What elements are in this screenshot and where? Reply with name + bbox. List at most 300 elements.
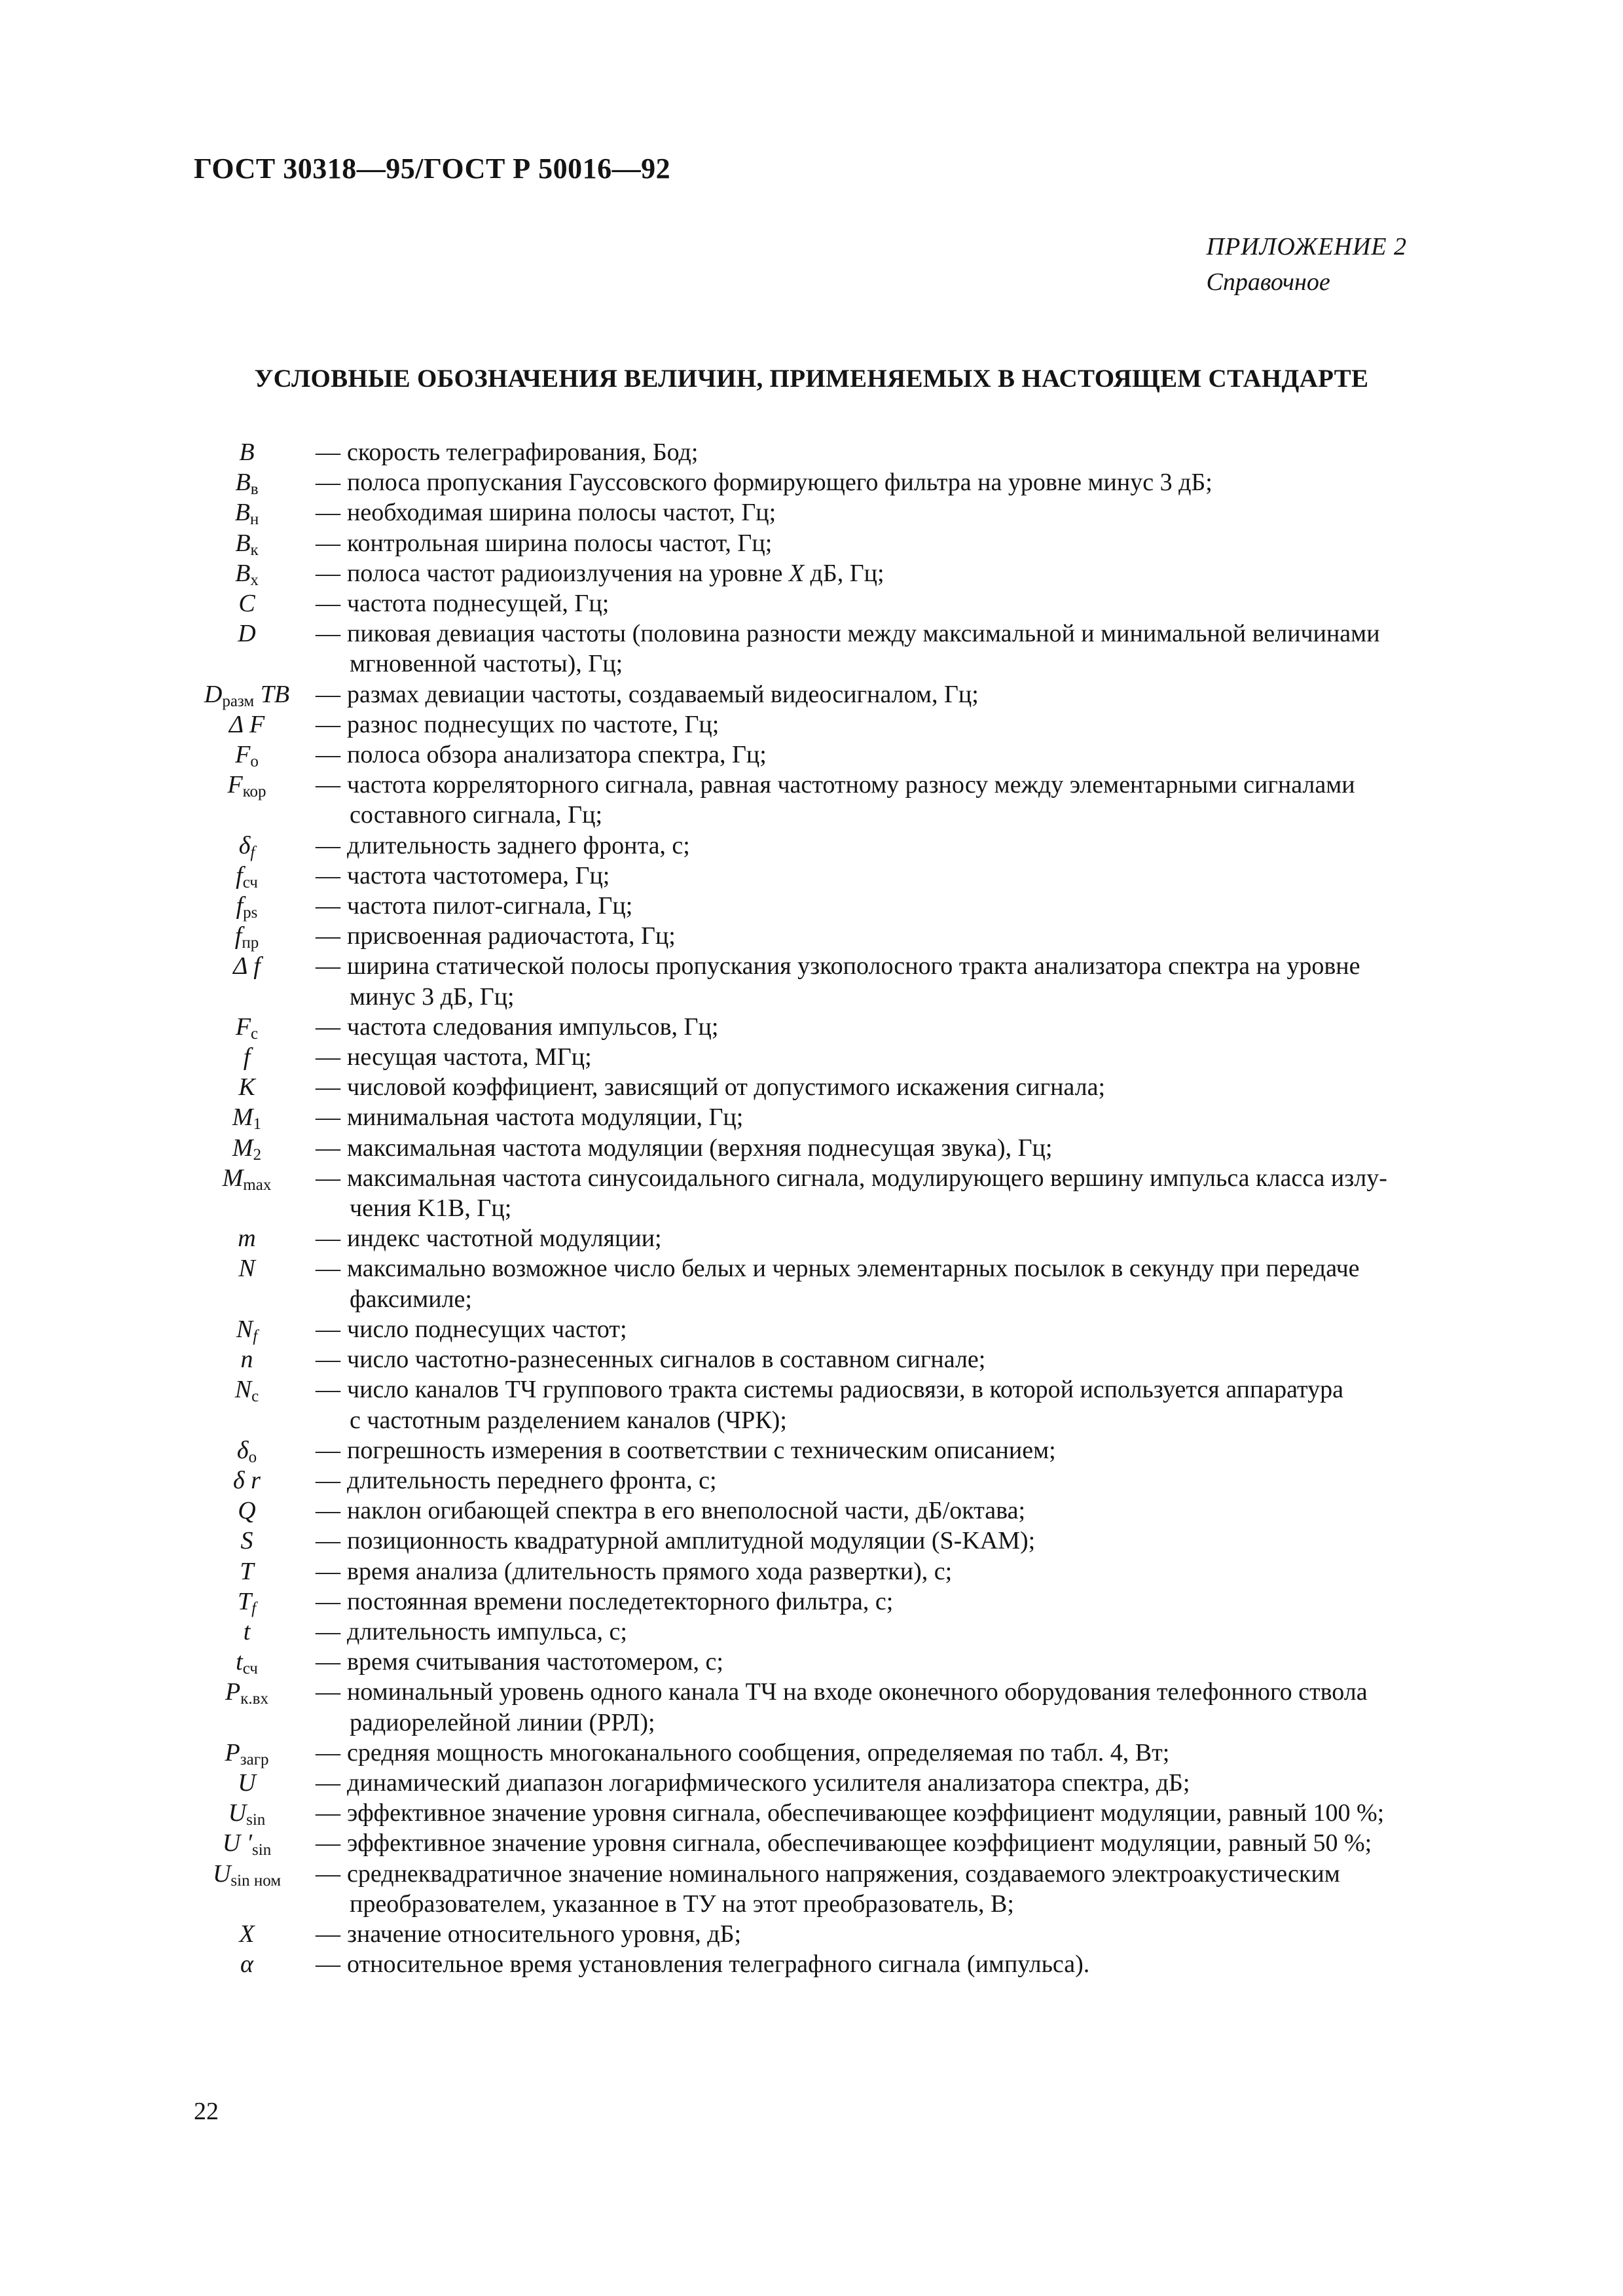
description-continuation: радиорелейной линии (РРЛ);	[350, 1708, 655, 1736]
symbol-base: P	[225, 1738, 240, 1767]
symbol	[190, 770, 304, 800]
symbol-base: D	[238, 620, 256, 648]
symbol	[190, 1163, 304, 1193]
description-text: числовой коэффициент, зависящий от допустимого искажения сигнала;	[347, 1073, 1105, 1102]
symbol-description	[304, 1828, 1532, 1858]
symbol-base: T	[237, 1587, 252, 1615]
symbol-description	[304, 1133, 1532, 1163]
dash-separator: —	[316, 439, 340, 466]
symbol-subscript: н	[249, 511, 259, 529]
description-text: частота частотомера, Гц;	[347, 861, 610, 889]
symbol-row	[190, 831, 1532, 861]
description-text: длительность заднего фронта, с;	[347, 831, 690, 859]
symbol-row	[190, 1919, 1532, 1949]
dash-separator: —	[316, 1527, 340, 1555]
description-text: дБ, Гц;	[810, 559, 884, 587]
symbol	[190, 467, 304, 497]
symbol	[190, 1919, 304, 1949]
symbol-base: U ′	[222, 1829, 253, 1857]
appendix-label	[1207, 229, 1407, 300]
symbol-description	[304, 558, 1532, 588]
symbol-base: F	[235, 1013, 251, 1041]
symbol	[190, 891, 304, 921]
symbol-description	[304, 1647, 1532, 1677]
description-text: частота следования импульсов, Гц;	[347, 1013, 719, 1041]
description-text: среднеквадратичное значение номинального напряжения, создаваемого электроакустическим	[347, 1859, 1340, 1888]
symbol-row	[190, 1344, 1532, 1374]
description-text: длительность переднего фронта, с;	[347, 1466, 717, 1494]
dash-separator: —	[316, 1678, 340, 1706]
symbol-description	[304, 1223, 1532, 1253]
symbol-row	[190, 1072, 1532, 1102]
symbol-base: N	[234, 1376, 252, 1404]
dash-separator: —	[316, 529, 340, 557]
symbol-base: B	[235, 469, 251, 497]
symbol-description	[304, 709, 1532, 740]
symbol-description	[304, 1465, 1532, 1496]
description-text: число частотно-разнесенных сигналов в составном сигнале;	[347, 1346, 986, 1374]
symbol-base: M	[222, 1164, 244, 1192]
symbol-row	[190, 1253, 1532, 1314]
symbol-subscript: sin	[246, 1811, 266, 1829]
symbol-subscript: max	[243, 1175, 272, 1194]
symbol-row	[190, 558, 1532, 588]
symbol-subscript: в	[250, 480, 259, 499]
symbol	[190, 740, 304, 770]
symbol-subscript: пр	[242, 934, 259, 952]
symbol-base: δ	[236, 1436, 249, 1464]
symbol-subscript: к	[250, 541, 259, 559]
symbol-base: M	[232, 1134, 253, 1162]
dash-separator: —	[316, 1738, 340, 1767]
symbol-description	[304, 1768, 1532, 1798]
symbol-base: N	[238, 1255, 255, 1283]
description-text: число поднесущих частот;	[347, 1315, 627, 1343]
symbol-description	[304, 497, 1532, 528]
description-text: номинальный уровень одного канала ТЧ на входе оконечного оборудования телефонного ствола	[347, 1678, 1368, 1706]
symbol-description	[304, 1163, 1532, 1223]
description-text: число каналов ТЧ группового тракта системы радиосвязи, в которой используется аппаратура	[347, 1376, 1344, 1404]
symbol-subscript: ps	[243, 904, 258, 922]
dash-separator: —	[316, 1920, 340, 1948]
dash-separator: —	[316, 1829, 340, 1857]
symbol-subscript: с	[251, 1024, 259, 1043]
description-continuation: мгновенной частоты), Гц;	[350, 650, 623, 678]
dash-separator: —	[316, 469, 340, 497]
symbol-subscript: f	[250, 843, 255, 861]
description-text: погрешность измерения в соответствии с техническим описанием;	[347, 1436, 1056, 1464]
symbol-description	[304, 1738, 1532, 1768]
symbol-base: U	[228, 1799, 247, 1827]
dash-separator: —	[316, 1073, 340, 1102]
symbol	[190, 1223, 304, 1253]
symbol-row	[190, 709, 1532, 740]
dash-separator: —	[316, 620, 340, 648]
symbol	[190, 1647, 304, 1677]
description-continuation: составного сигнала, Гц;	[350, 801, 603, 829]
symbol-base: T	[240, 1557, 254, 1585]
symbol-base: t	[243, 1617, 251, 1645]
symbol-row	[190, 588, 1532, 619]
symbol-subscript: о	[250, 753, 259, 771]
symbol-description	[304, 588, 1532, 619]
description-continuation: минус 3 дБ, Гц;	[350, 982, 515, 1011]
symbol-row	[190, 467, 1532, 497]
symbol-row	[190, 1102, 1532, 1132]
symbol	[190, 1526, 304, 1556]
description-variable: X	[788, 559, 805, 587]
description-text: ширина статической полосы пропускания узкополосного тракта анализатора спектра на уровне	[347, 952, 1360, 980]
description-text: наклон огибающей спектра в его внеполосной части, дБ/октава;	[347, 1497, 1026, 1525]
dash-separator: —	[316, 1648, 340, 1676]
dash-separator: —	[316, 892, 340, 920]
dash-separator: —	[316, 1013, 340, 1041]
symbol-base: K	[238, 1073, 255, 1102]
symbol	[190, 1253, 304, 1283]
symbol-subscript: 2	[253, 1145, 262, 1164]
symbol-description	[304, 1587, 1532, 1617]
description-text: частота пилот-сигнала, Гц;	[347, 892, 633, 920]
symbol-row	[190, 1163, 1532, 1223]
symbol	[190, 1072, 304, 1102]
dash-separator: —	[316, 1466, 340, 1494]
description-text: индекс частотной модуляции;	[347, 1225, 662, 1253]
dash-separator: —	[316, 741, 340, 769]
symbol-subscript: разм	[222, 692, 255, 710]
description-text: пиковая девиация частоты (половина разности между максимальной и минимальной величинами	[347, 620, 1380, 648]
symbol-description	[304, 467, 1532, 497]
dash-separator: —	[316, 1346, 340, 1374]
symbol-description	[304, 1102, 1532, 1132]
symbol-base: δ	[238, 831, 251, 859]
symbol-description	[304, 951, 1532, 1011]
symbol	[190, 1012, 304, 1042]
description-text: необходимая ширина полосы частот, Гц;	[347, 499, 776, 527]
description-text: частота поднесущей, Гц;	[347, 590, 610, 618]
symbol-subscript: f	[253, 1327, 258, 1345]
symbol	[190, 1133, 304, 1163]
symbol-base: n	[240, 1346, 253, 1374]
symbol-base: Δ F	[228, 710, 265, 738]
symbols-list	[190, 437, 1532, 1979]
symbol-subscript: сч	[242, 873, 258, 891]
symbol-row	[190, 1587, 1532, 1617]
symbol	[190, 1042, 304, 1072]
symbol-base: B	[234, 499, 250, 527]
symbol	[190, 1798, 304, 1828]
symbol-base: Q	[238, 1497, 256, 1525]
symbol-subscript: 1	[253, 1115, 262, 1134]
symbol-row	[190, 1949, 1532, 1979]
symbol-suffix: TB	[254, 680, 290, 708]
symbol-subscript: сч	[242, 1660, 258, 1678]
description-text: время считывания частотомером, с;	[347, 1648, 723, 1676]
symbol	[190, 619, 304, 649]
description-text: средняя мощность многоканального сообщения, определяемая по табл. 4, Вт;	[347, 1738, 1170, 1767]
symbol-description	[304, 528, 1532, 558]
symbol-description	[304, 619, 1532, 679]
dash-separator: —	[316, 710, 340, 738]
symbol-description	[304, 1042, 1532, 1072]
description-text: время анализа (длительность прямого хода развертки), с;	[347, 1557, 953, 1585]
description-continuation: преобразователем, указанное в ТУ на этот преобразователь, В;	[350, 1890, 1014, 1918]
symbol-base: m	[238, 1225, 256, 1253]
dash-separator: —	[316, 1436, 340, 1464]
symbol-base: B	[239, 439, 255, 466]
symbol-base: P	[225, 1678, 241, 1706]
symbol	[190, 497, 304, 528]
symbol-row	[190, 1465, 1532, 1496]
symbol	[190, 921, 304, 951]
symbol-row	[190, 1859, 1532, 1919]
symbol-description	[304, 740, 1532, 770]
symbol-row	[190, 1496, 1532, 1526]
symbol	[190, 831, 304, 861]
description-continuation: факсимиле;	[350, 1285, 472, 1313]
symbol-description	[304, 1677, 1532, 1737]
symbol	[190, 1828, 304, 1858]
symbol-subscript: к.вх	[240, 1690, 268, 1708]
dash-separator: —	[316, 559, 340, 587]
dash-separator: —	[316, 1225, 340, 1253]
symbol-description	[304, 770, 1532, 830]
symbol-base: C	[238, 590, 255, 618]
symbol-description	[304, 1496, 1532, 1526]
symbol-row	[190, 1677, 1532, 1737]
symbol-row	[190, 1435, 1532, 1465]
symbol	[190, 528, 304, 558]
dash-separator: —	[316, 1134, 340, 1162]
symbol	[190, 588, 304, 619]
description-text: скорость телеграфирования, Бод;	[347, 439, 699, 466]
symbol-base: U	[238, 1768, 256, 1797]
symbol	[190, 861, 304, 891]
symbol-description	[304, 1374, 1532, 1435]
dash-separator: —	[316, 1164, 340, 1192]
dash-separator: —	[316, 952, 340, 980]
appendix-subtitle: Справочное	[1206, 268, 1330, 296]
symbol-description	[304, 1949, 1532, 1979]
section-title: УСЛОВНЫЕ ОБОЗНАЧЕНИЯ ВЕЛИЧИН, ПРИМЕНЯЕМЫХ В НАСТОЯЩЕМ СТАНДАРТЕ	[254, 365, 1369, 393]
dash-separator: —	[316, 1043, 340, 1071]
description-text: динамический диапазон логарифмического усилителя анализатора спектра, дБ;	[347, 1768, 1190, 1797]
symbol-row	[190, 1314, 1532, 1344]
symbol-base: S	[240, 1527, 253, 1555]
appendix-title: ПРИЛОЖЕНИЕ 2	[1206, 233, 1407, 260]
description-text: относительное время установления телеграфного сигнала (импульса).	[347, 1950, 1090, 1979]
description-continuation: с частотным разделением каналов (ЧРК);	[350, 1406, 787, 1434]
symbol-row	[190, 1223, 1532, 1253]
symbol-base: f	[243, 1043, 251, 1071]
symbol-row	[190, 679, 1532, 709]
symbol-base: α	[240, 1950, 253, 1979]
symbol	[190, 1617, 304, 1647]
symbol-row	[190, 1617, 1532, 1647]
symbol-row	[190, 1647, 1532, 1677]
symbol-row	[190, 619, 1532, 679]
symbol-subscript: х	[250, 571, 259, 589]
symbol-row	[190, 740, 1532, 770]
symbol-row	[190, 437, 1532, 467]
symbol-description	[304, 437, 1532, 467]
description-text: контрольная ширина полосы частот, Гц;	[347, 529, 773, 557]
symbol-description	[304, 1919, 1532, 1949]
symbol	[190, 1949, 304, 1979]
symbol-base: N	[236, 1315, 253, 1343]
symbol-description	[304, 1859, 1532, 1919]
symbol-row	[190, 1768, 1532, 1798]
symbol-row	[190, 1556, 1532, 1587]
description-text: эффективное значение уровня сигнала, обеспечивающее коэффициент модуляции, равный 100 %;	[347, 1799, 1385, 1827]
dash-separator: —	[316, 499, 340, 527]
symbol-base: X	[239, 1920, 255, 1948]
symbol-row	[190, 1133, 1532, 1163]
symbol-subscript: о	[248, 1448, 257, 1466]
symbol-row	[190, 528, 1532, 558]
description-text: полоса частот радиоизлучения на уровне	[347, 559, 783, 587]
symbol-row	[190, 861, 1532, 891]
symbol	[190, 437, 304, 467]
symbol	[190, 1496, 304, 1526]
dash-separator: —	[316, 1799, 340, 1827]
symbol	[190, 951, 304, 981]
symbol-base: t	[236, 1648, 243, 1676]
symbol-description	[304, 1253, 1532, 1314]
symbol-subscript: sin	[252, 1841, 272, 1859]
symbol-row	[190, 1798, 1532, 1828]
symbol	[190, 1859, 304, 1889]
symbol-base: B	[235, 529, 251, 557]
symbol-description	[304, 921, 1532, 951]
symbol-row	[190, 1738, 1532, 1768]
symbol-description	[304, 1012, 1532, 1042]
dash-separator: —	[316, 1376, 340, 1404]
symbol-base: U	[212, 1859, 231, 1888]
symbol	[190, 709, 304, 740]
dash-separator: —	[316, 861, 340, 889]
symbol-row	[190, 497, 1532, 528]
dash-separator: —	[316, 1255, 340, 1283]
description-text: размах девиации частоты, создаваемый видеосигналом, Гц;	[347, 680, 979, 708]
symbol	[190, 1374, 304, 1405]
description-text: разнос поднесущих по частоте, Гц;	[347, 710, 720, 738]
dash-separator: —	[316, 1950, 340, 1979]
symbol-description	[304, 1526, 1532, 1556]
dash-separator: —	[316, 831, 340, 859]
document-code: ГОСТ 30318—95/ГОСТ Р 50016—92	[194, 152, 671, 185]
dash-separator: —	[316, 1617, 340, 1645]
description-text: частота корреляторного сигнала, равная частотному разносу между элементарными сигналами	[347, 771, 1355, 799]
symbol-subscript: кор	[242, 783, 266, 801]
dash-separator: —	[316, 771, 340, 799]
dash-separator: —	[316, 680, 340, 708]
symbol-base: Δ f	[233, 952, 261, 980]
symbol-base: δ r	[233, 1466, 261, 1494]
symbol	[190, 1314, 304, 1344]
symbol-subscript: с	[251, 1388, 259, 1406]
symbol-row	[190, 1012, 1532, 1042]
symbol-description	[304, 1556, 1532, 1587]
symbol-description	[304, 1435, 1532, 1465]
dash-separator: —	[316, 1103, 340, 1132]
symbol-description	[304, 1314, 1532, 1344]
symbol-description	[304, 679, 1532, 709]
dash-separator: —	[316, 1557, 340, 1585]
dash-separator: —	[316, 1315, 340, 1343]
dash-separator: —	[316, 1497, 340, 1525]
symbol-row	[190, 1526, 1532, 1556]
symbol	[190, 1465, 304, 1496]
symbol	[190, 1344, 304, 1374]
dash-separator: —	[316, 590, 340, 618]
symbol-base: B	[235, 559, 251, 587]
description-text: позиционность квадратурной амплитудной модуляции (S-KAM);	[347, 1527, 1036, 1555]
page-number: 22	[194, 2098, 219, 2125]
description-text: значение относительного уровня, дБ;	[347, 1920, 742, 1948]
symbol-base: F	[235, 741, 251, 769]
symbol-row	[190, 921, 1532, 951]
dash-separator: —	[316, 922, 340, 950]
symbol-base: f	[236, 861, 243, 889]
symbol-description	[304, 1798, 1532, 1828]
symbol	[190, 558, 304, 588]
symbol-base: f	[236, 892, 244, 920]
symbol-description	[304, 1617, 1532, 1647]
symbol-description	[304, 831, 1532, 861]
description-continuation: чения K1B, Гц;	[350, 1194, 512, 1223]
description-text: максимальная частота синусоидального сигнала, модулирующего вершину импульса класса излу-	[347, 1164, 1387, 1192]
symbol	[190, 1677, 304, 1707]
symbol-row	[190, 891, 1532, 921]
description-text: постоянная времени последетекторного фильтра, с;	[347, 1587, 894, 1615]
symbol-subscript: f	[251, 1599, 257, 1617]
symbol-description	[304, 861, 1532, 891]
symbol-description	[304, 891, 1532, 921]
symbol	[190, 1102, 304, 1132]
dash-separator: —	[316, 1859, 340, 1888]
description-text: максимально возможное число белых и черных элементарных посылок в секунду при передаче	[347, 1255, 1360, 1283]
dash-separator: —	[316, 1587, 340, 1615]
symbol-description	[304, 1072, 1532, 1102]
description-text: полоса пропускания Гауссовского формирующего фильтра на уровне минус 3 дБ;	[347, 469, 1213, 497]
symbol	[190, 679, 304, 709]
symbol-base: f	[234, 922, 242, 950]
symbol-base: D	[204, 680, 223, 708]
description-text: длительность импульса, с;	[347, 1617, 627, 1645]
symbol-row	[190, 1042, 1532, 1072]
symbol	[190, 1738, 304, 1768]
symbol-row	[190, 951, 1532, 1011]
symbol-row	[190, 1374, 1532, 1435]
description-text: полоса обзора анализатора спектра, Гц;	[347, 741, 767, 769]
symbol-subscript: sin ном	[230, 1871, 282, 1890]
dash-separator: —	[316, 1768, 340, 1797]
description-text: присвоенная радиочастота, Гц;	[347, 922, 676, 950]
symbol	[190, 1768, 304, 1798]
description-text: эффективное значение уровня сигнала, обеспечивающее коэффициент модуляции, равный 50 %;	[347, 1829, 1372, 1857]
symbol	[190, 1587, 304, 1617]
symbol-row	[190, 770, 1532, 830]
symbol	[190, 1556, 304, 1587]
symbol	[190, 1435, 304, 1465]
symbol-base: F	[227, 771, 243, 799]
symbol-base: M	[232, 1103, 253, 1132]
symbol-subscript: загр	[240, 1750, 269, 1768]
symbol-description	[304, 1344, 1532, 1374]
symbol-row	[190, 1828, 1532, 1858]
description-text: минимальная частота модуляции, Гц;	[347, 1103, 744, 1132]
description-text: несущая частота, МГц;	[347, 1043, 592, 1071]
